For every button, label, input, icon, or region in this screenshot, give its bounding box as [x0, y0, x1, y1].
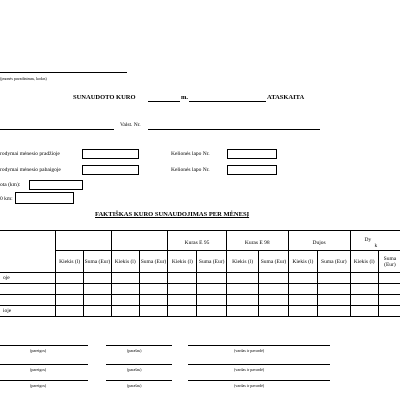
- signature-sign-line: [106, 364, 172, 365]
- signature-position-line: [0, 364, 88, 365]
- report-title-part1: SUNAUDOTO KURO: [73, 94, 136, 101]
- col-qty: Kiekis (l): [350, 251, 378, 273]
- organization-caption: (įmonės pavadinimas, kodas): [0, 76, 47, 81]
- valst-nr-label: Valst. Nr.: [120, 122, 141, 128]
- signature-sign-line: [106, 380, 172, 381]
- col-sum: Suma (Eur): [197, 251, 226, 273]
- vehicle-line: [0, 129, 114, 130]
- km-label: 0 km:: [0, 196, 13, 202]
- odometer-end-input[interactable]: [82, 165, 139, 175]
- col-sum: Suma (Eur): [378, 251, 400, 273]
- table-title: FAKTIŠKAS KURO SUNAUDOJIMAS PER MĖNESĮ: [95, 211, 250, 218]
- odometer-start-label: rodymai mėnesio pradžioje: [0, 151, 60, 157]
- fuel-type-diesel: Dy k: [350, 231, 400, 251]
- signature-name-line: [188, 345, 330, 346]
- table-row-label: ioje: [0, 306, 56, 317]
- year-blank: [148, 101, 180, 102]
- norm-input[interactable]: [29, 180, 83, 190]
- col-qty: Kiekis (l): [111, 251, 139, 273]
- waybill-1-input[interactable]: [227, 149, 277, 159]
- table-corner-cell: [0, 231, 56, 273]
- signature-name-caption: (vardas ir pavardė): [234, 383, 265, 388]
- signature-sign-caption: (parašas): [127, 348, 142, 353]
- signature-name-caption: (vardas ir pavardė): [234, 348, 265, 353]
- report-title-part2: m.: [181, 94, 189, 101]
- col-qty: Kiekis (l): [168, 251, 197, 273]
- signature-position-caption: (pareigos): [30, 367, 47, 372]
- signature-sign-caption: (parašas): [127, 367, 142, 372]
- signature-name-line: [188, 380, 330, 381]
- fuel-type-gas: Dujos: [288, 231, 350, 251]
- col-sum: Suma (Eur): [84, 251, 111, 273]
- waybill-1-label: Kelionės lapo Nr.: [171, 151, 210, 157]
- signature-name-caption: (vardas ir pavardė): [234, 367, 265, 372]
- norm-label: ota (km):: [0, 182, 21, 188]
- waybill-2-input[interactable]: [227, 165, 277, 175]
- odometer-start-input[interactable]: [82, 149, 139, 159]
- signature-name-line: [188, 364, 330, 365]
- col-sum: Suma (Eur): [259, 251, 288, 273]
- km-input[interactable]: [15, 192, 74, 204]
- odometer-end-label: rodymai mėnesio pabaigoje: [0, 167, 61, 173]
- table-row-label: [0, 295, 56, 306]
- col-sum: Suma (Eur): [139, 251, 167, 273]
- col-qty: Kiekis (l): [288, 251, 317, 273]
- signature-sign-line: [106, 345, 172, 346]
- col-qty: Kiekis (l): [226, 251, 259, 273]
- col-qty: Kiekis (l): [56, 251, 84, 273]
- signature-sign-caption: (parašas): [127, 383, 142, 388]
- signature-position-line: [0, 345, 88, 346]
- table-row-label: oje: [0, 273, 56, 284]
- fuel-type-e95: Kuras E 95: [168, 231, 227, 251]
- fuel-type-e98: Kuras E 98: [226, 231, 288, 251]
- signature-position-caption: (pareigos): [30, 383, 47, 388]
- signature-position-line: [0, 380, 88, 381]
- organization-line: [0, 72, 127, 73]
- fuel-table: [0, 230, 400, 317]
- valst-nr-line: [148, 129, 320, 130]
- table-row-label: [0, 284, 56, 295]
- waybill-2-label: Kelionės lapo Nr.: [171, 167, 210, 173]
- signature-position-caption: (pareigos): [30, 348, 47, 353]
- col-sum: Suma (Eur): [318, 251, 351, 273]
- month-blank: [189, 101, 266, 102]
- report-title-part3: ATASKAITA: [267, 94, 305, 101]
